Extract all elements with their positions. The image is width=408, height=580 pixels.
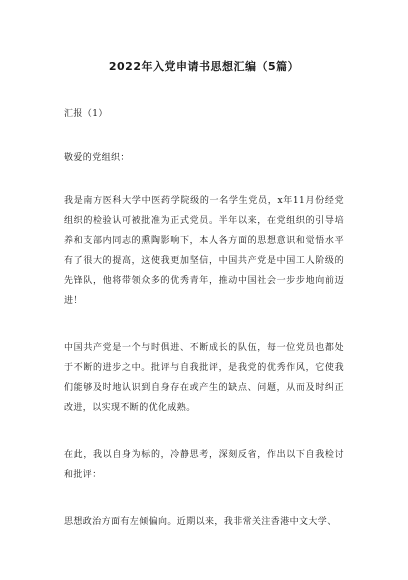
- paragraph-2: 中国共产党是一个与时俱进、不断成长的队伍，每一位党员也都处于不断的进步之中。批评与自我批评，是我党的优秀作风，它使我们能够及时地认识到自身存在或产生的缺点、问题，从而及时纠正改进，以实现不断的优化成熟。: [64, 343, 344, 413]
- paragraph-3: 在此，我以自身为标的，冷静思考，深刻反省，作出以下自我检讨和批评：: [64, 450, 344, 480]
- section-label: 汇报（1）: [64, 109, 108, 119]
- document-title: 2022年入党申请书思想汇编（5篇）: [108, 60, 300, 73]
- salutation: 敬爱的党组织：: [64, 153, 130, 163]
- paragraph-4: 思想政治方面有左倾偏向。近期以来，我非常关注香港中文大学、: [64, 517, 337, 527]
- paragraph-1: 我是南方医科大学中医药学院级的一名学生党员，x年11月份经党组织的检验认可被批准为正式党员。半年以来，在党组织的引导培养和支部内同志的熏陶影响下，本人各方面的思想意识和觉悟水平有了很大的提高，这使我更加坚信，中国共产党是中国工人阶级的先锋队，他将带领众多的优秀青年，推动中国社会一步步地向前迈进！: [64, 196, 344, 306]
